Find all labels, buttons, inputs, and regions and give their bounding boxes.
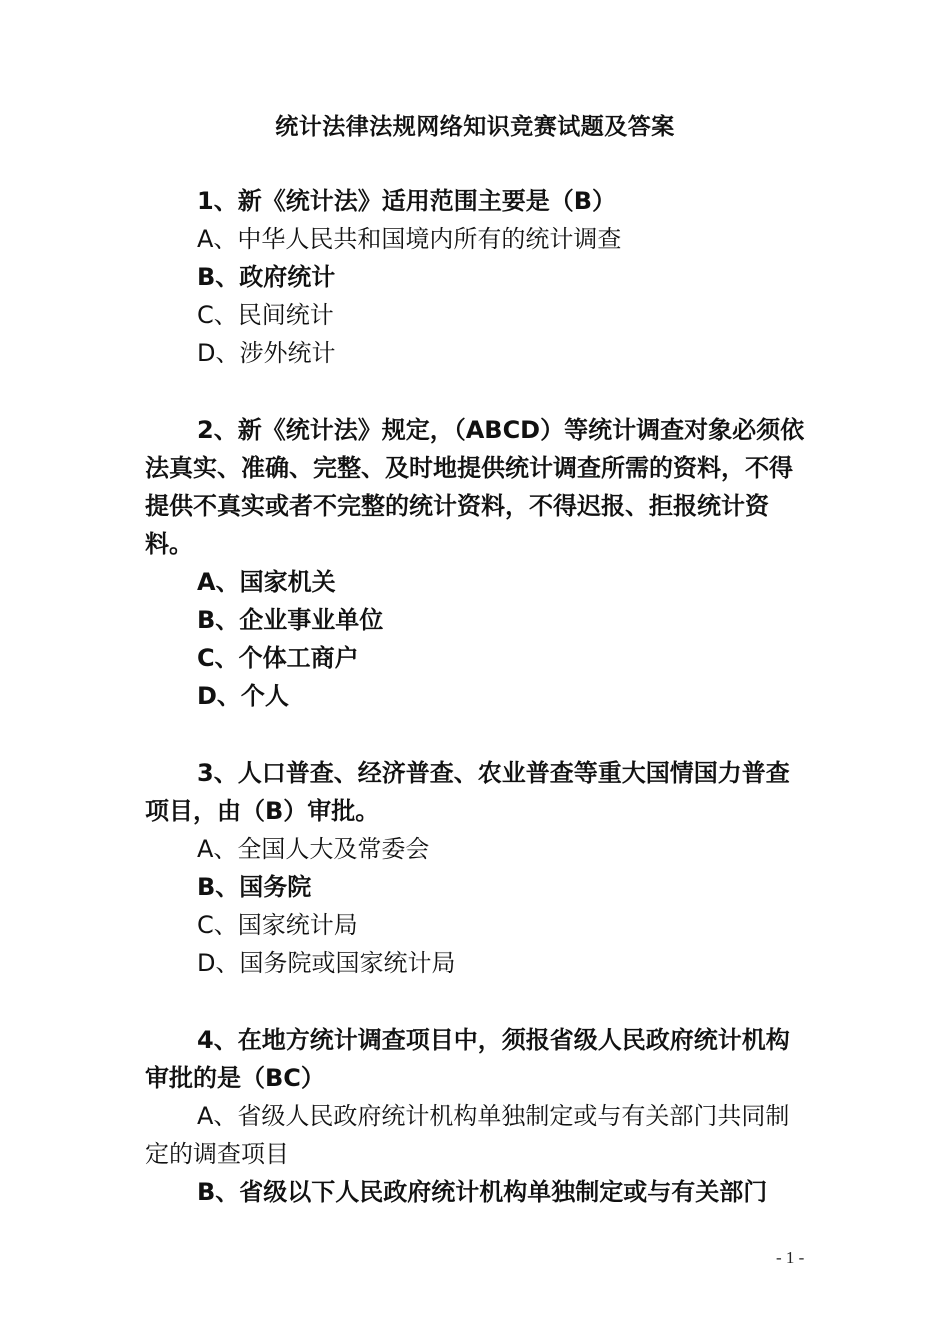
document-title: 统计法律法规网络知识竞赛试题及答案 [275,114,675,140]
option-b: B、国务院 [197,873,312,901]
option-d: D、个人 [197,682,289,710]
option-d: D、国务院或国家统计局 [197,949,456,977]
option-c: C、民间统计 [197,301,334,329]
option-a: A、省级人民政府统计机构单独制定或与有关部门共同制定的调查项目 [145,1102,790,1168]
option-a: A、中华人民共和国境内所有的统计调查 [197,225,622,253]
question-text: 2、新《统计法》规定，（ABCD）等统计调查对象必须依法真实、准确、完整、及时地提供统计调查所需的资料，不得提供不真实或者不完整的统计资料，不得迟报、拒报统计资料。 [145,416,805,558]
option-c: C、国家统计局 [197,911,358,939]
option-b: B、省级以下人民政府统计机构单独制定或与有关部门 [197,1178,768,1206]
page-number: - 1 - [776,1248,805,1267]
question-2 [145,411,807,715]
option-b: B、企业事业单位 [197,606,384,634]
question-text: 3、人口普查、经济普查、农业普查等重大国情国力普查项目，由（B）审批。 [145,759,790,825]
question-list [145,182,807,1250]
option-b: B、政府统计 [197,263,336,291]
option-d: D、涉外统计 [197,339,336,367]
question-3 [145,754,807,982]
option-a: A、全国人大及常委会 [197,835,430,863]
question-text: 4、在地方统计调查项目中，须报省级人民政府统计机构审批的是（BC） [145,1026,790,1092]
option-c: C、个体工商户 [197,644,359,672]
question-1 [145,182,807,372]
question-4 [145,1021,807,1211]
option-a: A、国家机关 [197,568,336,596]
question-text: 1、新《统计法》适用范围主要是（B） [197,187,616,215]
